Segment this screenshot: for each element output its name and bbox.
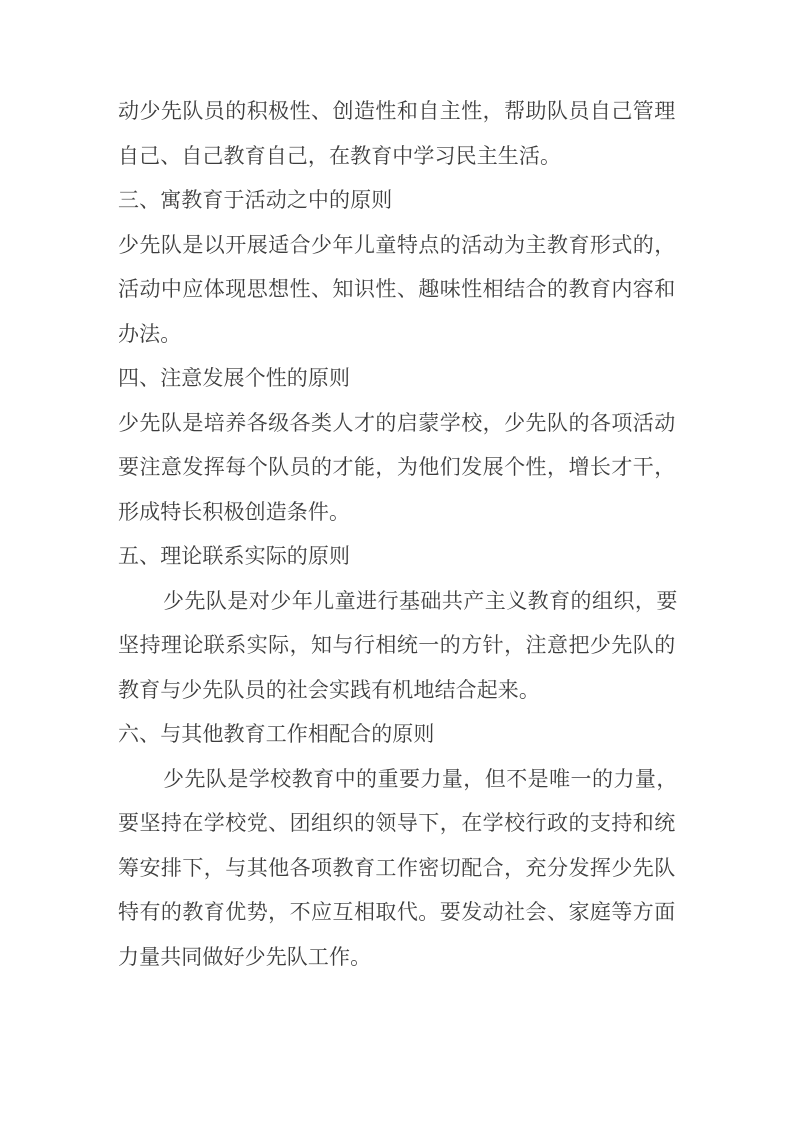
text-line: 办法。: [118, 321, 182, 346]
section-heading: 六、与其他教育工作相配合的原则: [118, 722, 435, 746]
text-line: 教育与少先队员的社会实践有机地结合起来。: [118, 677, 540, 702]
text-line: 筹安排下，与其他各项教育工作密切配合，充分发挥少先队: [118, 855, 676, 880]
text-line: 自己、自己教育自己，在教育中学习民主生活。: [118, 143, 562, 168]
section-heading: 四、注意发展个性的原则: [118, 366, 351, 390]
text-line: 形成特长积极创造条件。: [118, 499, 351, 524]
text-line: 力量共同做好少先队工作。: [118, 944, 372, 969]
text-line: 坚持理论联系实际，知与行相统一的方针，注意把少先队的: [118, 633, 676, 657]
text-line: 少先队是以开展适合少年儿童特点的活动为主教育形式的，: [118, 232, 676, 257]
text-line: 特有的教育优势，不应互相取代。要发动社会、家庭等方面: [118, 900, 676, 924]
section-heading: 三、寓教育于活动之中的原则: [118, 188, 393, 212]
text-line: 动少先队员的积极性、创造性和自主性，帮助队员自己管理: [118, 99, 676, 123]
text-line: 少先队是学校教育中的重要力量，但不是唯一的力量，: [163, 766, 678, 791]
text-line: 少先队是对少年儿童进行基础共产主义教育的组织，要: [163, 588, 678, 613]
text-line: 少先队是培养各级各类人才的启蒙学校，少先队的各项活动: [118, 410, 676, 435]
text-line: 要注意发挥每个队员的才能，为他们发展个性，增长才干，: [118, 455, 676, 479]
text-line: 活动中应体现思想性、知识性、趣味性相结合的教育内容和: [118, 277, 676, 301]
document-text-block: [118, 89, 676, 979]
section-heading: 五、理论联系实际的原则: [118, 544, 351, 568]
text-line: 要坚持在学校党、团组织的领导下，在学校行政的支持和统: [118, 811, 676, 835]
